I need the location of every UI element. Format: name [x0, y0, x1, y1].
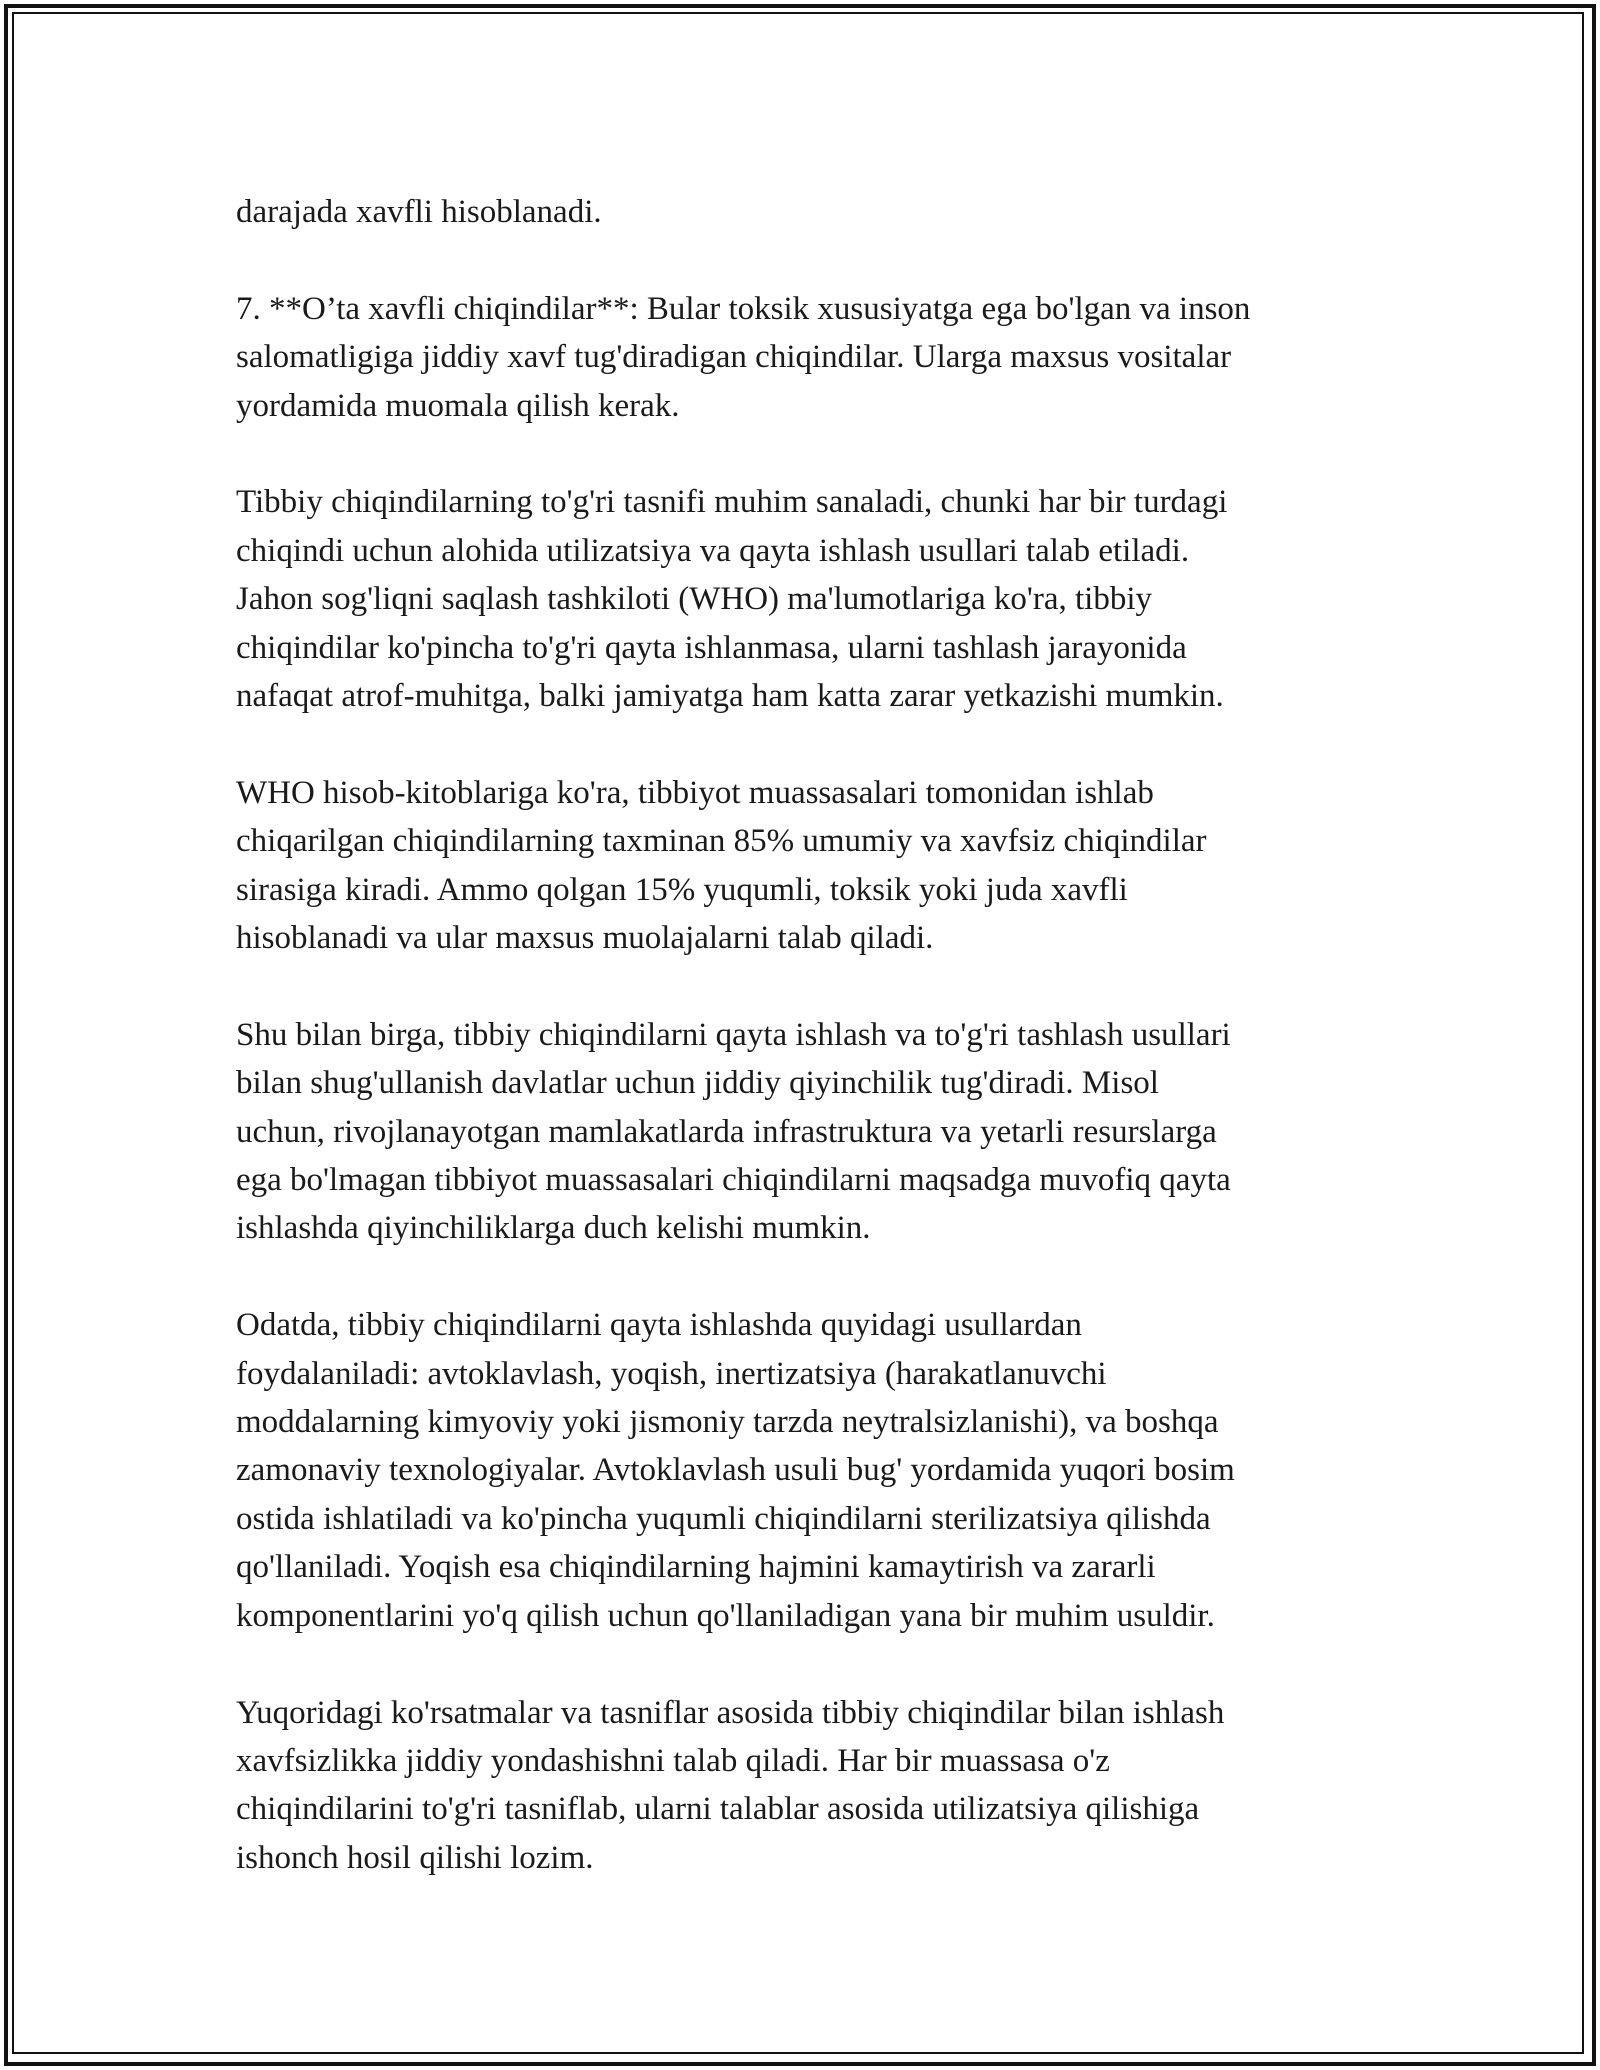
- text-line: Yuqoridagi ko'rsatmalar va tasniflar asosida tibbiy chiqindilar bilan ishlash: [236, 1694, 1225, 1731]
- paragraph: [236, 285, 1376, 430]
- text-line: foydalaniladi: avtoklavlash, yoqish, inertizatsiya (harakatlanuvchi: [236, 1355, 1107, 1392]
- text-line: WHO hisob-kitoblariga ko'ra, tibbiyot muassasalari tomonidan ishlab: [236, 774, 1154, 811]
- text-line: chiqindilar ko'pincha to'g'ri qayta ishlanmasa, ularni tashlash jarayonida: [236, 629, 1187, 666]
- text-line: Shu bilan birga, tibbiy chiqindilarni qayta ishlash va to'g'ri tashlash usullari: [236, 1016, 1231, 1053]
- paragraph: [236, 769, 1376, 963]
- paragraph: [236, 1011, 1376, 1253]
- text-line: moddalarning kimyoviy yoki jismoniy tarzda neytralsizlanishi), va boshqa: [236, 1404, 1219, 1441]
- paragraph: [236, 1301, 1376, 1640]
- text-line: bilan shug'ullanish davlatlar uchun jiddiy qiyinchilik tug'diradi. Misol: [236, 1065, 1159, 1102]
- text-line: xavfsizlikka jiddiy yondashishni talab qiladi. Har bir muassasa o'z: [236, 1742, 1110, 1779]
- text-line: Odatda, tibbiy chiqindilarni qayta ishlashda quyidagi usullardan: [236, 1307, 1082, 1344]
- text-line: Tibbiy chiqindilarning to'g'ri tasnifi muhim sanaladi, chunki har bir turdagi: [236, 484, 1228, 521]
- text-line: darajada xavfli hisoblanadi.: [236, 194, 602, 230]
- text-line: ega bo'lmagan tibbiyot muassasalari chiqindilarni maqsadga muvofiq qayta: [236, 1162, 1231, 1199]
- paragraph: [236, 1689, 1376, 1883]
- text-line: hisoblanadi va ular maxsus muolajalarni talab qiladi.: [236, 920, 934, 957]
- document-body: [236, 188, 1376, 1882]
- text-line: zamonaviy texnologiyalar. Avtoklavlash usuli bug' yordamida yuqori bosim: [236, 1452, 1235, 1489]
- paragraph: [236, 188, 1376, 236]
- text-line: chiqarilgan chiqindilarning taxminan 85% umumiy va xavfsiz chiqindilar: [236, 823, 1207, 860]
- text-line: ishlashda qiyinchiliklarga duch kelishi mumkin.: [236, 1210, 871, 1247]
- text-line: 7. **O’ta xavfli chiqindilar**: Bular toksik xususiyatga ega bo'lgan va inson: [236, 290, 1251, 327]
- text-line: salomatligiga jiddiy xavf tug'diradigan chiqindilar. Ularga maxsus vositalar: [236, 339, 1232, 376]
- text-line: qo'llaniladi. Yoqish esa chiqindilarning hajmini kamaytirish va zararli: [236, 1549, 1156, 1586]
- text-line: chiqindi uchun alohida utilizatsiya va qayta ishlash usullari talab etiladi.: [236, 532, 1190, 569]
- text-line: Jahon sog'liqni saqlash tashkiloti (WHO) ma'lumotlariga ko'ra, tibbiy: [236, 581, 1153, 618]
- text-line: nafaqat atrof-muhitga, balki jamiyatga ham katta zarar yetkazishi mumkin.: [236, 678, 1224, 715]
- text-line: komponentlarini yo'q qilish uchun qo'llaniladigan yana bir muhim usuldir.: [236, 1597, 1215, 1634]
- text-line: ishonch hosil qilishi lozim.: [236, 1839, 594, 1876]
- paragraph: [236, 478, 1376, 720]
- text-line: uchun, rivojlanayotgan mamlakatlarda infrastruktura va yetarli resurslarga: [236, 1113, 1217, 1150]
- text-line: sirasiga kiradi. Ammo qolgan 15% yuqumli, toksik yoki juda xavfli: [236, 871, 1128, 908]
- text-line: yordamida muomala qilish kerak.: [236, 387, 680, 424]
- text-line: chiqindilarini to'g'ri tasniflab, ularni talablar asosida utilizatsiya qilishiga: [236, 1791, 1200, 1828]
- text-line: ostida ishlatiladi va ko'pincha yuqumli chiqindilarni sterilizatsiya qilishda: [236, 1500, 1211, 1537]
